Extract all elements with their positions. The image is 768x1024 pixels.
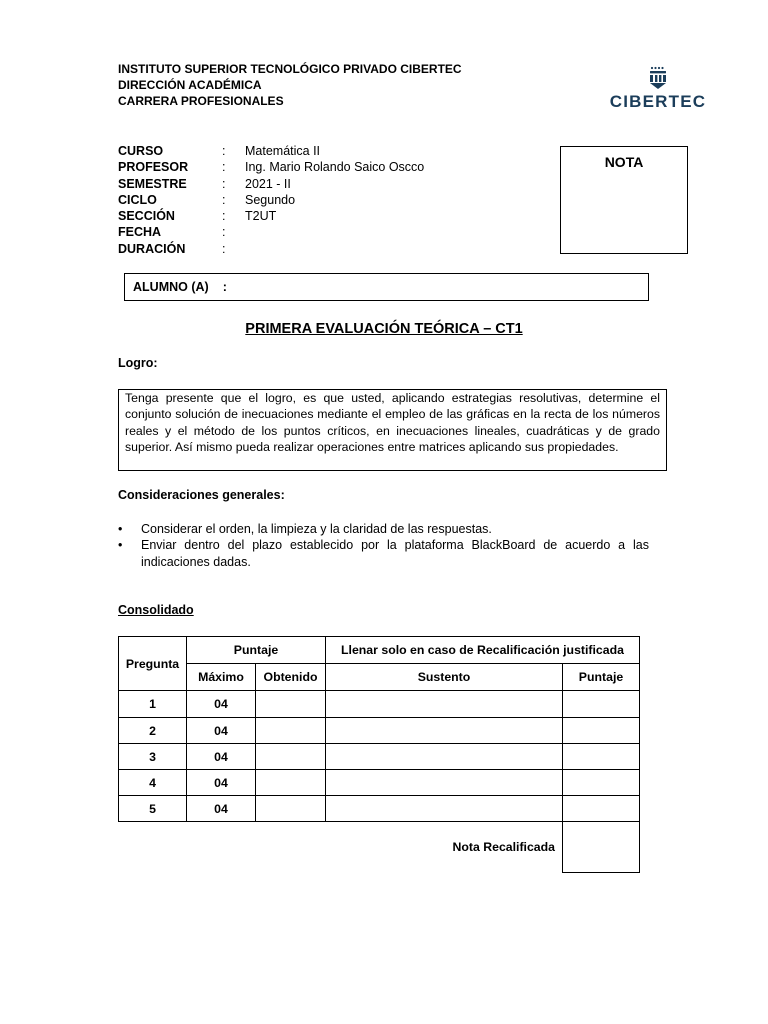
cell-pregunta: 4 (119, 770, 187, 796)
alumno-sep: : (222, 280, 227, 294)
nota-box[interactable] (560, 146, 688, 254)
info-label: PROFESOR (118, 160, 189, 175)
header-puntaje: Puntaje (187, 637, 326, 664)
cell-sustento[interactable] (326, 718, 563, 744)
logo-wordmark: CIBERTEC (609, 92, 707, 111)
cell-puntaje[interactable] (563, 691, 640, 718)
bullet-icon: • (118, 538, 123, 553)
cell-maximo: 04 (187, 691, 256, 718)
header-sustento: Sustento (326, 664, 563, 691)
direction-name: DIRECCIÓN ACADÉMICA (118, 78, 262, 92)
consolidado-table (118, 636, 640, 873)
table-row (119, 796, 640, 822)
crest-icon (647, 66, 669, 90)
info-sep: : (222, 192, 226, 207)
cell-sustento[interactable] (326, 770, 563, 796)
info-value: Matemática II (245, 144, 321, 158)
info-label: CICLO (118, 192, 157, 207)
list-item-text: Enviar dentro del plazo establecido por la plataforma BlackBoard de acuerdo a las indicaciones dadas. (141, 538, 649, 569)
list-item-text: Considerar el orden, la limpieza y la claridad de las respuestas. (141, 522, 492, 536)
table-row (119, 691, 640, 718)
cell-obtenido[interactable] (256, 744, 326, 770)
info-label: DURACIÓN (118, 241, 186, 256)
info-sep: : (222, 225, 226, 240)
info-sep: : (222, 241, 226, 256)
info-sep: : (222, 209, 226, 224)
info-label: SEMESTRE (118, 176, 187, 191)
nota-recalificada-cell[interactable] (563, 822, 640, 873)
header-obtenido: Obtenido (256, 664, 326, 691)
cell-maximo: 04 (187, 744, 256, 770)
header-maximo: Máximo (187, 664, 256, 691)
logro-text: Tenga presente que el logro, es que usted, aplicando estrategias resolutivas, determine el conjunto solución de inecuaciones mediante el empleo de las gráficas en la recta de los números reales y el método de los puntos críticos, en inecuaciones lineales, cuadráticas y de grado superior. Así mismo pueda realizar operaciones entre matrices aplicando sus propiedades. (125, 391, 660, 454)
cell-sustento[interactable] (326, 691, 563, 718)
header-pregunta: Pregunta (119, 637, 187, 691)
cell-obtenido[interactable] (256, 718, 326, 744)
consolidado-label: Consolidado (118, 603, 194, 617)
info-sep: : (222, 160, 226, 175)
cell-maximo: 04 (187, 718, 256, 744)
info-value: 2021 - II (245, 176, 291, 191)
institute-name: INSTITUTO SUPERIOR TECNOLÓGICO PRIVADO CIBERTEC (118, 62, 462, 76)
header-puntaje-recal: Puntaje (563, 664, 640, 691)
cell-pregunta: 2 (119, 718, 187, 744)
cell-obtenido[interactable] (256, 691, 326, 718)
career-name: CARRERA PROFESIONALES (118, 94, 284, 108)
cell-pregunta: 3 (119, 744, 187, 770)
cell-puntaje[interactable] (563, 744, 640, 770)
header-recalificacion: Llenar solo en caso de Recalificación justificada (326, 637, 640, 664)
alumno-label: ALUMNO (A) (133, 280, 209, 294)
page-title: PRIMERA EVALUACIÓN TEÓRICA – CT1 (245, 321, 523, 337)
consideraciones-list (118, 521, 649, 570)
cell-pregunta: 1 (119, 691, 187, 718)
bullet-icon: • (118, 522, 123, 536)
cell-puntaje[interactable] (563, 718, 640, 744)
cell-sustento[interactable] (326, 796, 563, 822)
info-label: CURSO (118, 144, 164, 158)
nota-recalificada-label: Nota Recalificada (452, 840, 555, 855)
info-value: Ing. Mario Rolando Saico Oscco (245, 160, 425, 175)
info-label: FECHA (118, 225, 162, 240)
alumno-field[interactable] (124, 273, 649, 301)
info-label: SECCIÓN (118, 209, 175, 224)
info-sep: : (222, 176, 226, 191)
info-value: T2UT (245, 209, 277, 224)
cell-puntaje[interactable] (563, 770, 640, 796)
logro-box (118, 389, 667, 471)
cell-maximo: 04 (187, 770, 256, 796)
cell-obtenido[interactable] (256, 796, 326, 822)
cell-obtenido[interactable] (256, 770, 326, 796)
cell-sustento[interactable] (326, 744, 563, 770)
info-value: Segundo (245, 192, 296, 207)
consideraciones-label: Consideraciones generales: (118, 488, 285, 502)
table-row (119, 770, 640, 796)
cell-pregunta: 5 (119, 796, 187, 822)
table-row (119, 718, 640, 744)
cibertec-logo (606, 66, 710, 112)
table-row (119, 744, 640, 770)
info-sep: : (222, 144, 226, 158)
nota-recalificada-row (119, 822, 640, 873)
list-item (118, 521, 649, 537)
list-item (118, 537, 649, 570)
logro-label: Logro: (118, 356, 158, 370)
cell-maximo: 04 (187, 796, 256, 822)
cell-puntaje[interactable] (563, 796, 640, 822)
nota-label: NOTA (604, 154, 644, 170)
